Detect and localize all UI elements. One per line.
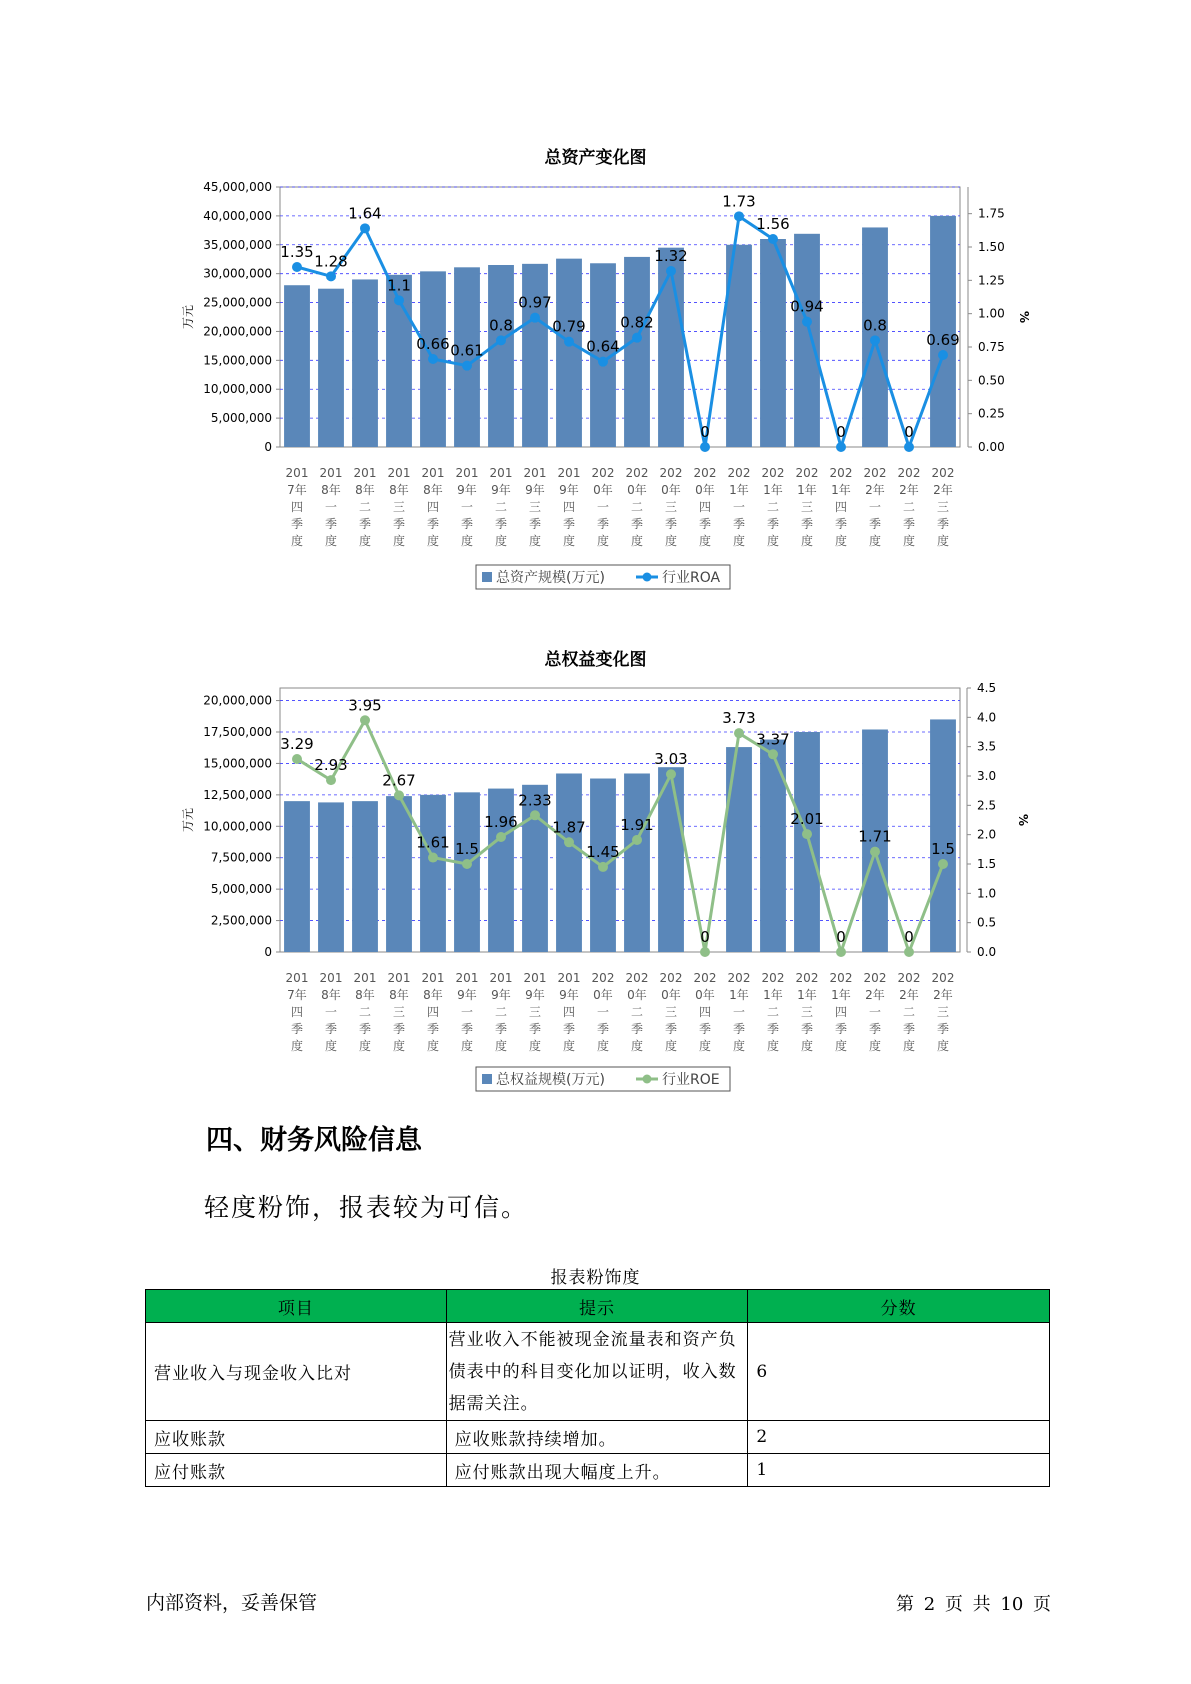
data-label: 1.5 (455, 840, 479, 858)
right-tick-label: 0.50 (978, 373, 1005, 388)
line-point (496, 832, 506, 842)
legend-line-label: 行业ROE (662, 1072, 720, 1088)
data-label: 0 (904, 423, 914, 441)
category-tick-label: 202 1年三季度 (795, 466, 819, 548)
data-label: 1.64 (348, 204, 382, 223)
right-tick-label: 4.5 (977, 681, 997, 695)
left-tick-label: 0 (264, 440, 272, 454)
row-hint: 应付账款出现大幅度上升。 (446, 1454, 748, 1487)
data-label: 3.37 (756, 730, 790, 749)
left-tick-label: 2,500,000 (210, 913, 272, 928)
bar (454, 792, 480, 952)
bar (624, 773, 650, 952)
data-label: 0 (904, 928, 914, 946)
category-tick-label: 201 8年四季度 (421, 466, 445, 548)
left-tick-label: 30,000,000 (203, 266, 272, 281)
right-tick-label: 1.00 (978, 306, 1005, 321)
data-label: 1.96 (484, 813, 518, 832)
data-label: 1.28 (314, 252, 348, 271)
line-point (836, 947, 846, 957)
left-tick-label: 10,000,000 (203, 819, 272, 834)
data-label: 1.56 (756, 215, 790, 233)
category-tick-label: 202 1年四季度 (829, 466, 853, 548)
category-tick-label: 202 0年四季度 (693, 971, 717, 1053)
header-item: 项目 (146, 1290, 447, 1323)
left-tick-label: 25,000,000 (203, 295, 272, 310)
data-label: 0.97 (518, 293, 552, 312)
line-point (292, 754, 302, 764)
line-point (360, 715, 370, 725)
data-label: 1.45 (586, 842, 620, 861)
category-tick-label: 202 2年一季度 (863, 971, 887, 1053)
left-tick-label: 7,500,000 (210, 850, 272, 865)
category-tick-label: 202 0年三季度 (659, 971, 683, 1053)
category-tick-label: 201 8年一季度 (319, 971, 343, 1053)
data-label: 0 (700, 423, 710, 441)
category-tick-label: 202 2年一季度 (863, 466, 887, 548)
bar (318, 802, 344, 952)
legend-bar-swatch (482, 1074, 492, 1084)
bar (726, 747, 752, 952)
data-label: 0.69 (926, 331, 960, 349)
category-tick-label: 201 9年二季度 (489, 971, 513, 1053)
data-label: 1.61 (416, 833, 450, 852)
line-point (598, 862, 608, 872)
data-label: 0.8 (489, 316, 513, 335)
data-label: 1.73 (722, 192, 756, 211)
row-score: 1 (748, 1454, 1050, 1487)
line-point (802, 829, 812, 839)
right-axis-label: % (1016, 813, 1030, 827)
category-tick-label: 201 8年三季度 (387, 971, 411, 1053)
category-tick-label: 201 8年二季度 (353, 466, 377, 548)
data-label: 1.32 (654, 247, 688, 265)
left-tick-label: 15,000,000 (203, 756, 272, 771)
data-label: 3.73 (722, 709, 756, 728)
data-label: 0.64 (586, 337, 620, 356)
category-tick-label: 201 8年三季度 (387, 466, 411, 548)
left-tick-label: 0 (264, 945, 272, 959)
data-label: 2.01 (790, 810, 824, 829)
category-tick-label: 202 0年二季度 (625, 971, 649, 1053)
left-tick-label: 20,000,000 (203, 324, 272, 339)
category-tick-label: 202 0年一季度 (591, 466, 615, 548)
data-label: 1.71 (858, 827, 892, 846)
line-point (870, 847, 880, 857)
bar (522, 785, 548, 952)
left-axis-label: 万元 (181, 304, 195, 330)
section-heading: 四、财务风险信息 (206, 1125, 422, 1156)
left-axis-label: 万元 (181, 807, 195, 833)
category-tick-label: 202 0年四季度 (693, 466, 717, 548)
category-tick-label: 202 0年一季度 (591, 971, 615, 1053)
category-tick-label: 201 9年四季度 (557, 971, 581, 1053)
legend-bar-label: 总资产规模(万元) (496, 570, 605, 586)
chart-title-total-assets: 总资产变化图 (544, 148, 647, 168)
line-point (734, 728, 744, 738)
bar (930, 719, 956, 952)
row-item: 应收账款 (146, 1421, 447, 1454)
header-score: 分数 (748, 1290, 1050, 1323)
category-tick-label: 201 9年一季度 (455, 466, 479, 548)
right-tick-label: 2.0 (977, 827, 997, 842)
right-tick-label: 1.50 (978, 240, 1005, 254)
left-tick-label: 17,500,000 (203, 725, 272, 739)
table-caption: 报表粉饰度 (550, 1268, 641, 1288)
header-hint: 提示 (446, 1290, 748, 1323)
left-tick-label: 5,000,000 (210, 882, 272, 897)
data-label: 0.79 (552, 317, 586, 336)
line-point (632, 835, 642, 845)
right-tick-label: 0.25 (978, 406, 1005, 421)
data-label: 2.33 (518, 791, 552, 810)
risk-table (145, 1289, 1050, 1487)
data-label: 0.66 (416, 335, 450, 353)
data-label: 0.61 (450, 341, 484, 360)
category-tick-label: 201 8年一季度 (319, 466, 343, 548)
data-label: 0.82 (620, 313, 654, 332)
data-label: 0.8 (863, 316, 887, 335)
data-label: 1.91 (620, 815, 654, 834)
category-tick-label: 201 7年四季度 (285, 466, 309, 548)
bar (386, 796, 412, 952)
row-item: 营业收入与现金收入比对 (146, 1323, 447, 1421)
line-point (394, 790, 404, 800)
data-label: 0.94 (790, 297, 824, 316)
right-tick-label: 1.25 (978, 273, 1005, 288)
category-tick-label: 201 9年三季度 (523, 971, 547, 1053)
right-tick-label: 2.5 (977, 798, 997, 813)
footer-page-number: 第 2 页 共 10 页 (896, 1594, 1051, 1615)
bar (352, 801, 378, 952)
category-tick-label: 202 1年一季度 (727, 466, 751, 548)
category-tick-label: 201 7年四季度 (285, 971, 309, 1053)
category-tick-label: 201 9年三季度 (523, 466, 547, 548)
bar (556, 773, 582, 952)
right-tick-label: 3.0 (977, 769, 997, 783)
bar (760, 740, 786, 952)
data-label: 1.5 (931, 840, 955, 858)
data-label: 1.87 (552, 818, 586, 837)
right-tick-label: 1.5 (977, 857, 997, 871)
line-point (428, 853, 438, 863)
right-axis-label: % (1017, 310, 1031, 324)
left-tick-label: 20,000,000 (203, 693, 272, 708)
line-point (326, 775, 336, 785)
data-label: 0 (836, 928, 846, 946)
line-point (904, 947, 914, 957)
footer-confidential: 内部资料，妥善保管 (146, 1592, 318, 1614)
legend-bar-label: 总权益规模(万元) (496, 1072, 605, 1088)
right-tick-label: 0.00 (978, 440, 1005, 454)
left-tick-label: 45,000,000 (203, 180, 272, 194)
left-tick-label: 10,000,000 (203, 382, 272, 397)
category-tick-label: 201 8年二季度 (353, 971, 377, 1053)
line-point (700, 947, 710, 957)
category-tick-label: 202 2年二季度 (897, 971, 921, 1053)
category-tick-label: 202 1年三季度 (795, 971, 819, 1053)
data-label: 1.35 (280, 243, 314, 261)
category-tick-label: 201 9年一季度 (455, 971, 479, 1053)
bar (420, 795, 446, 952)
row-score: 2 (748, 1421, 1050, 1454)
category-tick-label: 202 0年三季度 (659, 466, 683, 548)
right-tick-label: 4.0 (977, 710, 997, 725)
bar (794, 732, 820, 952)
category-tick-label: 202 0年二季度 (625, 466, 649, 548)
right-tick-label: 0.0 (977, 945, 997, 959)
line-point (768, 749, 778, 759)
row-hint: 营业收入不能被现金流量表和资产负债表中的科目变化加以证明，收入数据需关注。 (446, 1323, 748, 1421)
row-score: 6 (748, 1323, 1050, 1421)
risk-summary: 轻度粉饰，报表较为可信。 (204, 1193, 529, 1222)
table-header-row (146, 1290, 1050, 1323)
right-tick-label: 3.5 (977, 739, 997, 754)
category-tick-label: 202 1年一季度 (727, 971, 751, 1053)
category-tick-label: 201 9年四季度 (557, 466, 581, 548)
right-tick-label: 0.75 (978, 340, 1005, 354)
line-point (666, 769, 676, 779)
table-row (146, 1454, 1050, 1487)
category-tick-label: 202 2年三季度 (931, 466, 955, 548)
line-point (564, 837, 574, 847)
category-tick-label: 201 8年四季度 (421, 971, 445, 1053)
category-tick-label: 201 9年二季度 (489, 466, 513, 548)
left-tick-label: 5,000,000 (210, 411, 272, 426)
line-point (938, 859, 948, 869)
category-tick-label: 202 1年二季度 (761, 971, 785, 1053)
left-tick-label: 40,000,000 (203, 208, 272, 223)
data-label: 1.1 (387, 276, 411, 295)
category-tick-label: 202 2年二季度 (897, 466, 921, 548)
left-tick-label: 35,000,000 (203, 237, 272, 252)
data-label: 2.67 (382, 771, 416, 790)
category-tick-label: 202 1年二季度 (761, 466, 785, 548)
table-row (146, 1323, 1050, 1421)
row-item: 应付账款 (146, 1454, 447, 1487)
line-point (462, 859, 472, 869)
data-label: 3.29 (280, 734, 314, 753)
right-tick-label: 1.0 (977, 886, 997, 901)
data-label: 0 (700, 928, 710, 946)
right-tick-label: 0.5 (977, 915, 997, 930)
category-tick-label: 202 1年四季度 (829, 971, 853, 1053)
data-label: 3.03 (654, 750, 688, 769)
legend-line-marker (643, 1075, 652, 1084)
left-tick-label: 15,000,000 (203, 353, 272, 368)
data-label: 2.93 (314, 756, 348, 775)
chart-title-total-equity: 总权益变化图 (544, 650, 647, 670)
bar (284, 801, 310, 952)
legend-line-label: 行业ROA (662, 570, 721, 586)
right-tick-label: 1.75 (978, 206, 1005, 221)
data-label: 0 (836, 423, 846, 441)
row-hint: 应收账款持续增加。 (446, 1421, 748, 1454)
table-row (146, 1421, 1050, 1454)
line-point (530, 810, 540, 820)
left-tick-label: 12,500,000 (203, 787, 272, 802)
data-label: 3.95 (348, 696, 382, 715)
category-tick-label: 202 2年三季度 (931, 971, 955, 1053)
